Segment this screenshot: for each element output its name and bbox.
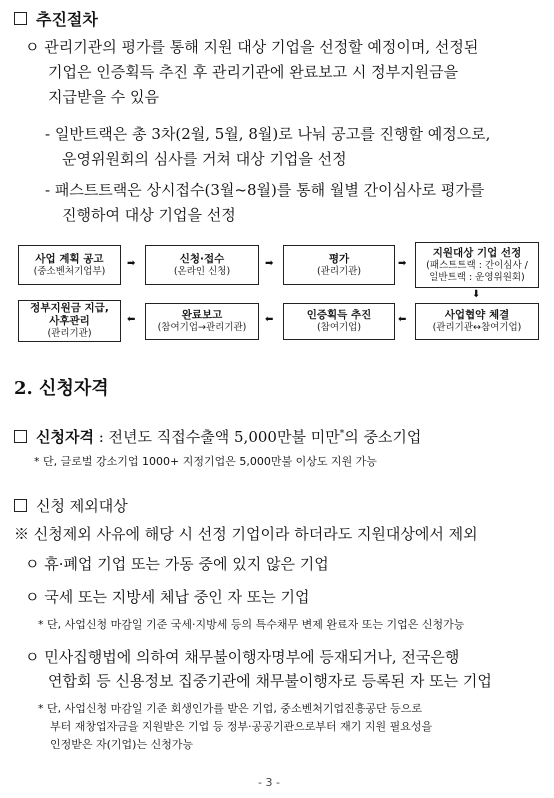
eligibility-footnote-mark: *: [339, 429, 345, 439]
flow-box-announcement: [18, 245, 121, 285]
flow-box-title: 사업협약 체결: [444, 309, 510, 321]
arrow-down-icon: ⬇: [472, 289, 481, 300]
exclusion-title-text: 신청 제외대상: [36, 497, 128, 515]
procedure-para-line3: 지급받을 수 있음: [48, 88, 159, 106]
exclusion-item-3-line1: ㅇ 민사집행법에 의하여 채무불이행자명부에 등재되거나, 전국은행: [25, 648, 460, 666]
eligibility-note: * 단, 글로벌 강소기업 1000+ 지정기업은 5,000만불 이상도 지원 가능: [34, 455, 377, 468]
arrow-right-icon: ➡: [265, 258, 274, 269]
flow-box-certification: [283, 303, 395, 340]
flow-box-completion-report: [145, 303, 259, 340]
flow-box-selection: [415, 242, 539, 288]
exclusion-item-1: ㅇ 휴·폐업 기업 또는 가동 중에 있지 않은 기업: [25, 555, 329, 573]
arrow-left-icon: ⬅: [265, 314, 274, 325]
section-title-procedure: 추진절차: [14, 7, 98, 30]
flow-box-sub: (온라인 신청): [173, 265, 231, 277]
general-track-line1: - 일반트랙은 총 3차(2월, 5월, 8월)로 나눠 공고를 진행할 예정으로,: [45, 125, 491, 143]
flow-box-title: 인증획득 추진: [306, 309, 372, 321]
flow-box-sub: (참여기업): [316, 322, 362, 333]
exclusion-item-2: ㅇ 국세 또는 지방세 체납 중인 자 또는 기업: [25, 588, 310, 606]
section-heading-eligibility: 2. 신청자격: [14, 378, 109, 399]
eligibility-line: [14, 422, 421, 449]
flow-box-agreement: [415, 303, 539, 340]
arrow-left-icon: ⬅: [127, 314, 136, 325]
flow-box-title: 평가: [328, 252, 350, 265]
flow-box-title: 신청·접수: [179, 252, 225, 265]
exclusion-title: [14, 495, 128, 516]
page-number: - 3 -: [258, 776, 280, 789]
flow-box-sub: (패스트트랙 : 간이심사 /: [426, 259, 528, 271]
flow-box-sub2: 일반트랙 : 운영위원회): [429, 271, 525, 283]
flow-box-sub: (관리기관): [316, 265, 362, 277]
checkbox-square-icon: [14, 430, 27, 443]
flow-box-sub: (참여기업→관리기관): [157, 322, 247, 333]
arrow-left-icon: ⬅: [398, 314, 407, 325]
flow-box-title: 지원대상 기업 선정: [432, 246, 522, 259]
flow-box-application: [145, 245, 259, 285]
flow-box-title: 사업 계획 공고: [35, 252, 104, 265]
eligibility-text: : 전년도 직접수출액 5,000만불 미만: [93, 428, 340, 446]
fast-track-line2: 진행하여 대상 기업을 선정: [62, 206, 236, 224]
flow-box-title: 정부지원금 지급,: [30, 302, 109, 314]
flow-box-payment: [18, 300, 121, 342]
flow-box-sub: (관리기관): [47, 328, 92, 339]
general-track-line2: 운영위원회의 심사를 거쳐 대상 기업을 선정: [62, 150, 347, 168]
fast-track-line1: - 패스트트랙은 상시접수(3월~8월)를 통해 월별 간이심사로 평가를: [45, 181, 485, 199]
exclusion-item-2-note: * 단, 사업신청 마감일 기준 국세·지방세 등의 특수채무 변제 완료자 또는 기업은 신청가능: [38, 618, 465, 631]
checkbox-square-icon: [14, 12, 27, 25]
arrow-right-icon: ➡: [127, 258, 136, 269]
flow-box-sub: (관리기관↔참여기업): [432, 322, 522, 333]
flow-box-evaluation: [283, 245, 395, 285]
checkbox-square-icon: [14, 499, 27, 512]
flow-box-title: 완료보고: [181, 309, 223, 321]
exclusion-item-3-note-line1: * 단, 사업신청 마감일 기준 회생인가를 받은 기업, 중소벤처기업진흥공단 등으로: [38, 702, 422, 715]
eligibility-label: 신청자격: [36, 428, 94, 446]
exclusion-item-3-line2: 연합회 등 신용정보 집중기관에 채무불이행자로 등록된 자 또는 기업: [48, 672, 492, 690]
exclusion-item-3-note-line2: 부터 재창업자금을 지원받은 기업 등 정부·공공기관으로부터 재기 지원 필요성을: [50, 720, 433, 733]
procedure-para-line2: 기업은 인증획득 추진 후 관리기관에 완료보고 시 정부지원금을: [48, 63, 459, 81]
arrow-right-icon: ➡: [398, 258, 407, 269]
exclusion-intro: ※ 신청제외 사유에 해당 시 선정 기업이라 하더라도 지원대상에서 제외: [14, 525, 478, 543]
procedure-para-line1: ㅇ 관리기관의 평가를 통해 지원 대상 기업을 선정할 예정이며, 선정된: [25, 38, 479, 56]
exclusion-item-3-note-line3: 인정받은 자(기업)는 신청가능: [50, 738, 194, 751]
flow-box-title2: 사후관리: [49, 315, 90, 327]
eligibility-tail: 의 중소기업: [344, 428, 422, 446]
flow-box-sub: (중소벤처기업부): [33, 265, 106, 277]
